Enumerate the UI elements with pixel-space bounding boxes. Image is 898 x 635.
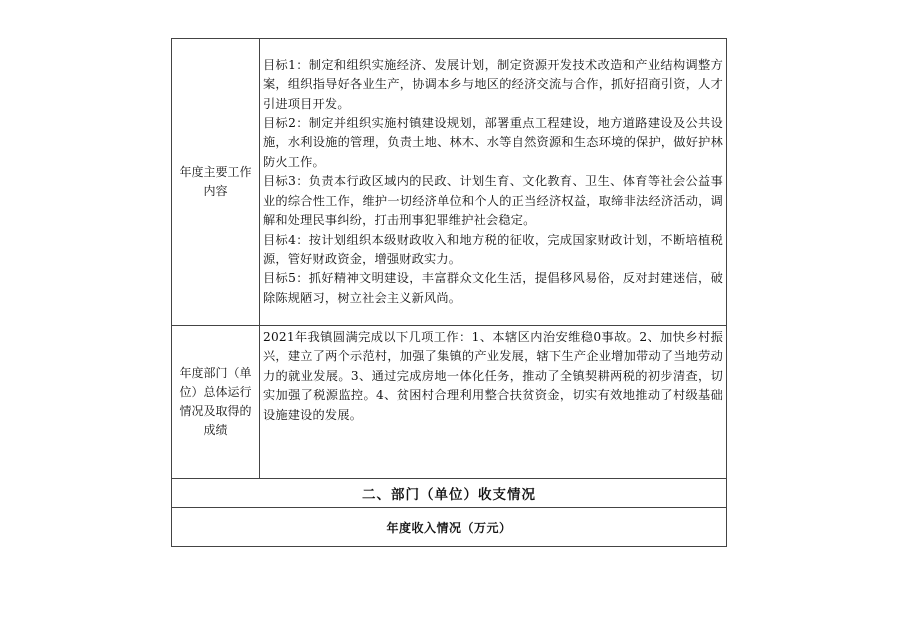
results-text-cell xyxy=(260,326,727,479)
income-heading-row xyxy=(172,508,727,547)
income-title: 年度收入情况（万元） xyxy=(172,508,727,547)
work-content-label-cell xyxy=(172,39,260,326)
work-content-label: 年度主要工作内容 xyxy=(179,165,252,198)
results-row xyxy=(172,326,727,479)
results-text: 2021年我镇圆满完成以下几项工作：1、本辖区内治安维稳0事故。2、加快乡村振兴，建立了两个示范村，加强了集镇的产业发展，辖下生产企业增加带动了当地劳动力的就业发展。3、通过完成房地一体化任务，推动了全镇契耕两税的初步清查，切实加强了税源监控。4、贫困村合理利用整合扶贫资金，切实有效地推动了村级基础设施建设的发展。 xyxy=(263,330,723,422)
goal-1-text: 目标1：制定和组织实施经济、发展计划，制定资源开发技术改造和产业结构调整方案，组织指导好各业生产，协调本乡与地区的经济交流与合作，抓好招商引资，人才引进项目开发。 xyxy=(263,57,723,111)
section-title: 二、部门（单位）收支情况 xyxy=(172,479,727,508)
budget-document-table xyxy=(171,38,727,547)
goal-5-text: 目标5：抓好精神文明建设，丰富群众文化生活，提倡移风易俗，反对封建迷信，破除陈规陋习，树立社会主义新风尚。 xyxy=(263,271,723,305)
goal-3-text: 目标3：负责本行政区域内的民政、计划生育、文化教育、卫生、体育等社会公益事业的综合性工作，维护一切经济单位和个人的正当经济权益，取缔非法经济活动，调解和处理民事纠纷，打击刑事犯罪维护社会稳定。 xyxy=(263,174,723,228)
goal-2-text: 目标2：制定并组织实施村镇建设规划，部署重点工程建设，地方道路建设及公共设施，水利设施的管理，负责土地、林木、水等自然资源和生态环境的保护，做好护林防火工作。 xyxy=(263,116,723,169)
results-label: 年度部门（单位）总体运行情况及取得的成绩 xyxy=(179,366,252,437)
work-content-goals-cell xyxy=(260,39,727,326)
work-content-row xyxy=(172,39,727,326)
results-label-cell xyxy=(172,326,260,479)
section-heading-row xyxy=(172,479,727,508)
goal-4-text: 目标4：按计划组织本级财政收入和地方税的征收，完成国家财政计划，不断培植税源，管好财政资金，增强财政实力。 xyxy=(263,232,723,266)
